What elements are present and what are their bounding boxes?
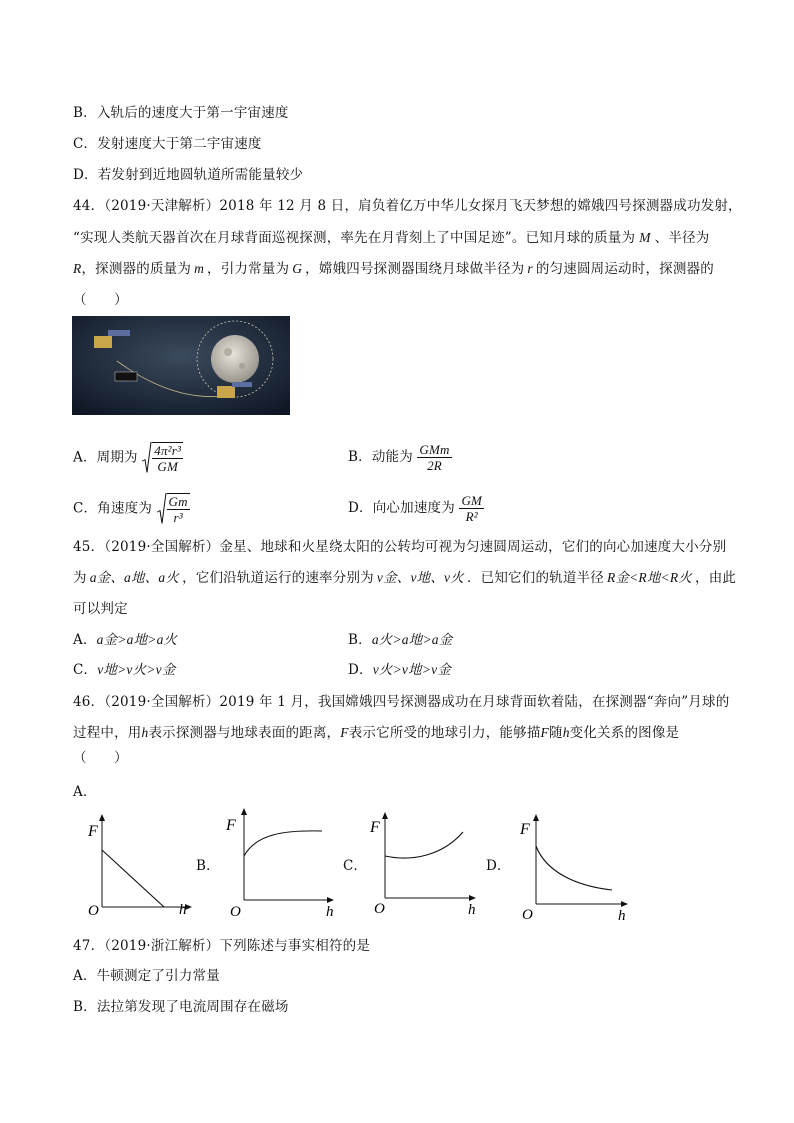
option-43-c: C．发射速度大于第二宇宙速度 xyxy=(73,136,262,152)
sqrt-expression: $\frac{\text{4π²r³}}{GM}$ xyxy=(142,442,183,474)
graph-a-curve xyxy=(102,850,164,907)
graph-b-x-label: h xyxy=(326,904,334,918)
graph-c-x-label: h xyxy=(468,902,476,916)
option-46-d-label: D． xyxy=(486,858,511,874)
option-46-a-label: A． xyxy=(73,784,97,800)
chang-e-probe-image xyxy=(72,316,290,415)
graph-d xyxy=(516,812,632,922)
graph-d-origin: O xyxy=(522,907,533,922)
option-43-b: B．入轨后的速度大于第一宇宙速度 xyxy=(73,105,289,121)
q46-line1: 46．（2019·全国解析）2019 年 1 月，我国嫦娥四号探测器成功在月球背面软着陆，在探测器“奔向”月球的 xyxy=(73,694,730,710)
option-46-c-label: C． xyxy=(343,858,368,874)
q45-line3: 可以判定 xyxy=(73,601,128,617)
graph-b-y-label: F xyxy=(226,817,236,834)
option-44-b: B．动能为 $\frac{\text{GMm}}{2R}$ xyxy=(348,442,450,473)
graph-c-y-label: F xyxy=(370,819,380,836)
option-44-c: C．角速度为 $\frac{Gm}{\text{r³}}$ xyxy=(73,494,188,525)
q46-line2: 过程中，用h表示探测器与地球表面的距离，F表示它所受的地球引力，能够描F随h变化关系的图像是 xyxy=(73,725,680,741)
graph-c xyxy=(368,810,480,916)
q44-line1: 44．（2019·天津解析）2018 年 12 月 8 日，肩负着亿万中华儿女探月飞天梦想的嫦娥四号探测器成功发射， xyxy=(73,198,742,214)
graph-a xyxy=(84,812,194,918)
q44-answer-blank: （ ） xyxy=(73,292,128,308)
option-44-a: A．周期为 $\frac{\text{4π²r³}}{GM}$ xyxy=(73,443,182,474)
graph-a-y-label: F xyxy=(88,823,98,840)
option-46-b-label: B． xyxy=(196,858,220,874)
graph-b-origin: O xyxy=(230,904,241,918)
graph-a-x-label: h xyxy=(179,902,187,918)
q44-line2: “实现人类航天器首次在月球背面巡视探测，率先在月背刻上了中国足迹”。已知月球的质量为 M 、半径为 xyxy=(73,230,710,246)
option-44-d: D．向心加速度为 $\frac{GM}{\text{R²}}$ xyxy=(348,493,483,524)
q47-line1: 47．（2019·浙江解析）下列陈述与事实相符的是 xyxy=(73,938,371,954)
graph-a-origin: O xyxy=(88,903,99,918)
option-45-c: C．v地>v火>v金 xyxy=(73,662,176,678)
q45-line2: 为 a金、a地、a火 ，它们沿轨道运行的速率分别为 v金、v地、v火 ．已知它们的轨道半径 R金<R地<R火 ，由此 xyxy=(73,570,737,586)
graph-c-curve xyxy=(385,832,463,858)
graph-c-origin: O xyxy=(374,901,385,916)
graph-d-curve xyxy=(536,846,612,890)
q46-answer-blank: （ ） xyxy=(73,750,128,766)
q44-line3: R，探测器的质量为 m ，引力常量为 G ，嫦娥四号探测器围绕月球做半径为 r 的匀速圆周运动时，探测器的 xyxy=(73,261,714,277)
option-45-b: B．a火>a地>a金 xyxy=(348,632,453,648)
graph-b xyxy=(224,806,336,918)
q45-line1: 45．（2019·全国解析）金星、地球和火星绕太阳的公转均可视为匀速圆周运动，它们的向心加速度大小分别 xyxy=(73,539,727,555)
option-45-a: A．a金>a地>a火 xyxy=(73,632,178,648)
option-47-b: B．法拉第发现了电流周围存在磁场 xyxy=(73,999,289,1015)
graph-d-x-label: h xyxy=(618,908,626,922)
option-43-d: D．若发射到近地圆轨道所需能量较少 xyxy=(73,167,304,183)
option-47-a: A．牛顿测定了引力常量 xyxy=(73,968,220,984)
graph-d-y-label: F xyxy=(520,821,530,838)
graph-b-curve xyxy=(244,831,322,856)
option-45-d: D．v火>v地>v金 xyxy=(348,662,452,678)
